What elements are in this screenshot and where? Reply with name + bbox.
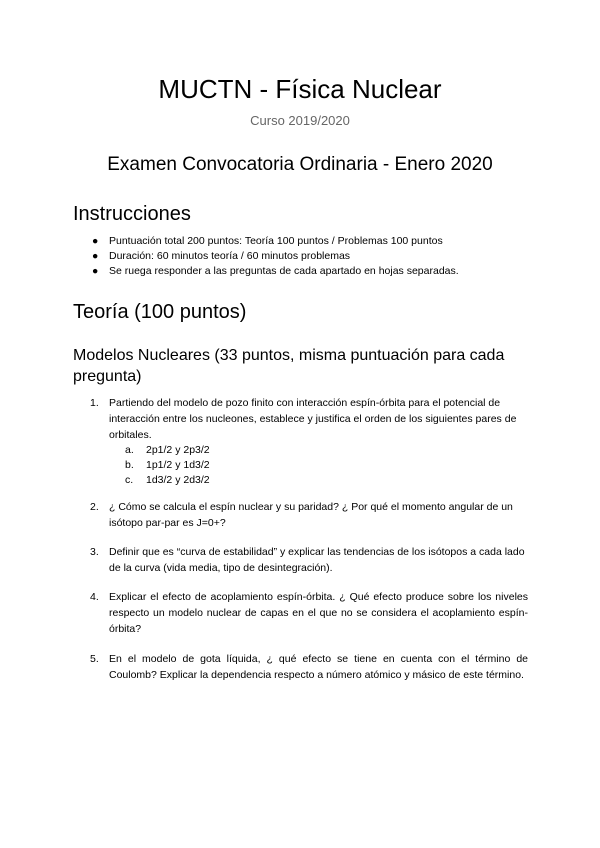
question-text: Definir que es “curva de estabilidad” y explicar las tendencias de los isótopos a cada lado de la curva (vida media, tipo de desintegración). <box>109 546 525 574</box>
instruction-text: Se ruega responder a las preguntas de cada apartado en hojas separadas. <box>109 265 459 277</box>
sub-label: b. <box>125 459 134 471</box>
course-subtitle: Curso 2019/2020 <box>250 113 350 128</box>
list-item <box>92 264 562 279</box>
sub-label: a. <box>125 444 134 456</box>
list-item <box>109 443 528 458</box>
question-4 <box>90 589 528 637</box>
instructions-heading: Instrucciones <box>73 203 191 225</box>
sub-text: 1p1/2 y 1d3/2 <box>146 459 210 471</box>
list-item <box>92 234 562 249</box>
question-text: Partiendo del modelo de pozo finito con interacción espín-órbita para el potencial de interacción entre los nucleones, establece y justifica el orden de los siguientes pares de orbitales. <box>109 397 517 441</box>
question-number: 3. <box>90 546 99 558</box>
question-3 <box>90 544 528 576</box>
theory-heading: Teoría (100 puntos) <box>73 301 247 323</box>
document-title: MUCTN - Física Nuclear <box>158 74 442 104</box>
section-heading: Modelos Nucleares (33 puntos, misma puntuación para cada pregunta) <box>73 347 505 385</box>
instruction-text: Puntuación total 200 puntos: Teoría 100 puntos / Problemas 100 puntos <box>109 235 443 247</box>
question-number: 1. <box>90 397 99 409</box>
instruction-text: Duración: 60 minutos teoría / 60 minutos problemas <box>109 250 351 262</box>
bullet-icon: ● <box>92 235 99 247</box>
question-text: En el modelo de gota líquida, ¿ qué efecto se tiene en cuenta con el término de Coulomb? Explicar la dependencia respecto a número atómico y másico de este término. <box>109 653 528 681</box>
exam-title: Examen Convocatoria Ordinaria - Enero 2020 <box>107 154 493 175</box>
question-text: Explicar el efecto de acoplamiento espín-órbita. ¿ Qué efecto produce sobre los niveles respecto un modelo nuclear de capas en el que no se considera el acoplamiento espín-órbita? <box>109 591 528 635</box>
question-1 <box>90 395 528 488</box>
question-text: ¿ Cómo se calcula el espín nuclear y su paridad? ¿ Por qué el momento angular de un isótopo par-par es J=0+? <box>109 501 513 529</box>
sub-list <box>109 443 528 488</box>
list-item <box>109 458 528 473</box>
question-2 <box>90 499 528 531</box>
list-item <box>109 473 528 488</box>
bullet-icon: ● <box>92 250 99 262</box>
sub-text: 1d3/2 y 2d3/2 <box>146 474 210 486</box>
bullet-icon: ● <box>92 265 99 277</box>
list-item <box>92 249 562 264</box>
question-number: 5. <box>90 653 99 665</box>
sub-label: c. <box>125 474 134 486</box>
question-number: 4. <box>90 591 99 603</box>
sub-text: 2p1/2 y 2p3/2 <box>146 444 210 456</box>
question-number: 2. <box>90 501 99 513</box>
question-5 <box>90 651 528 683</box>
instructions-list <box>92 234 562 279</box>
